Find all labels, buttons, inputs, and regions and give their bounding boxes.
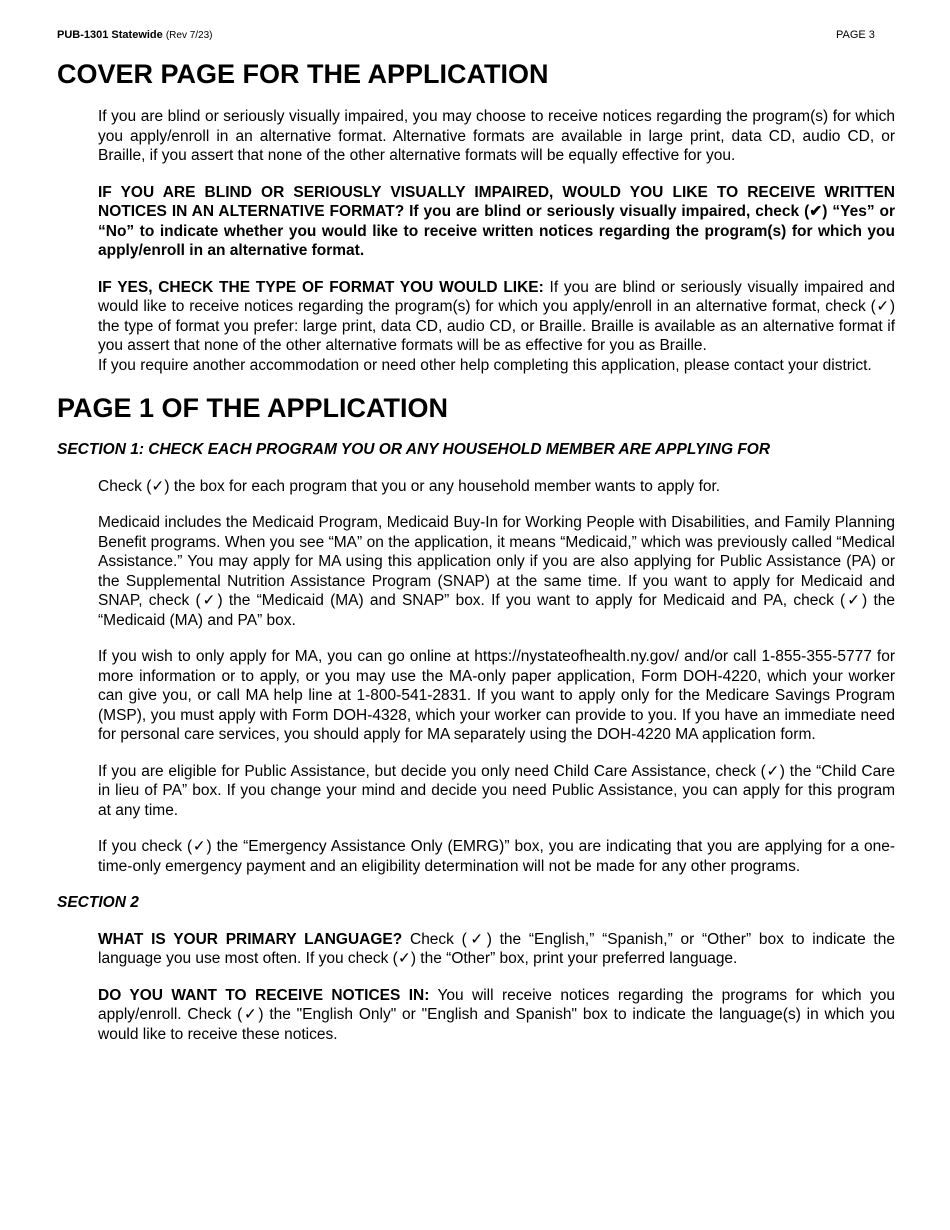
section2-heading: SECTION 2 — [57, 894, 139, 911]
document-body — [57, 58, 895, 1061]
section1-paragraph-medicaid: Medicaid includes the Medicaid Program, Medicaid Buy-In for Working People with Disabilities, and Family Planning Benefit programs. When you see “MA” on the application, it means “Medicaid,” which was previously called “Medical Assistance.” You may apply for MA using this application only if you are also applying for Public Assistance (PA) or the Supplemental Nutrition Assistance Program (SNAP) at the same time. If you want to apply for Medicaid and SNAP, check (✓) the “Medicaid (MA) and SNAP” box. If you want to apply for Medicaid and PA, check (✓) the “Medicaid (MA) and PA” box. — [98, 514, 895, 629]
page1-title: PAGE 1 OF THE APPLICATION — [57, 393, 449, 423]
form-id: PUB-1301 Statewide — [57, 29, 163, 41]
section1-paragraph-ma-only: If you wish to only apply for MA, you can go online at https://nystateofhealth.ny.gov/ and/or call 1-855-355-5777 for more information or to apply, or you may use the MA-only paper application, Form DOH-4220, which your worker can give you, or call MA help line at 1-800-541-2831. If you want to apply only for the Medicare Savings Program (MSP), you must apply with Form DOH-4328, which your worker can provide to you. If you have an immediate need for personal care services, you should apply for MA separately using the DOH-4220 MA application form. — [98, 648, 895, 743]
section1-paragraph-child-care: If you are eligible for Public Assistance, but decide you only need Child Care Assistance, check (✓) the “Child Care in lieu of PA” box. If you change your mind and decide you need Public Assistance, you can apply for this program at any time. — [98, 762, 895, 819]
section1-heading: SECTION 1: CHECK EACH PROGRAM YOU OR ANY HOUSEHOLD MEMBER ARE APPLYING FOR — [57, 441, 771, 458]
cover-paragraph-format-type — [98, 278, 895, 356]
page-number: PAGE 3 — [836, 29, 875, 41]
notice-language-lead: DO YOU WANT TO RECEIVE NOTICES IN: — [98, 986, 430, 1004]
section2-paragraph-primary-language — [98, 930, 895, 969]
form-header — [57, 28, 213, 43]
cover-paragraph-alternative-format-question: IF YOU ARE BLIND OR SERIOUSLY VISUALLY IMPAIRED, WOULD YOU LIKE TO RECEIVE WRITTEN NOTICES IN AN ALTERNATIVE FORMAT? If you are blind or seriously visually impaired, check (✔) “Yes” or “No” to indicate whether you would like to receive written notices regarding the program(s) for which you apply/enroll in an alternative format. — [98, 183, 895, 259]
notice-language-body: You will receive notices regarding the programs for which you apply/enroll. Check (✓) the "English Only" or "English and Spanish" box to indicate the language(s) in which you would like to receive these notices. — [98, 986, 895, 1043]
cover-paragraph-accommodation: If you require another accommodation or need other help completing this application, please contact your district. — [98, 356, 872, 374]
primary-language-body: Check (✓) the “English,” “Spanish,” or “Other” box to indicate the language you use most often. If you check (✓) the “Other” box, print your preferred language. — [98, 930, 895, 967]
cover-paragraph-alternative-formats: If you are blind or seriously visually impaired, you may choose to receive notices regarding the program(s) for which you apply/enroll in an alternative format. Alternative formats are available in large print, data CD, audio CD, or Braille, if you assert that none of the other alternative formats will be equally effective for you. — [98, 108, 895, 164]
form-revision: (Rev 7/23) — [165, 30, 213, 41]
primary-language-lead: WHAT IS YOUR PRIMARY LANGUAGE? — [98, 930, 403, 948]
section1-paragraph-check-box: Check (✓) the box for each program that you or any household member wants to apply for. — [98, 477, 721, 495]
section2-paragraph-notice-language — [98, 986, 895, 1045]
format-type-lead: IF YES, CHECK THE TYPE OF FORMAT YOU WOULD LIKE: — [98, 278, 544, 296]
cover-page-title: COVER PAGE FOR THE APPLICATION — [57, 59, 549, 89]
section1-paragraph-emergency: If you check (✓) the “Emergency Assistance Only (EMRG)” box, you are indicating that you are applying for a one-time-only emergency payment and an eligibility determination will not be made for any other programs. — [98, 838, 895, 875]
format-type-body: If you are blind or seriously visually impaired and would like to receive notices regarding the program(s) for which you apply/enroll in an alternative format, check (✓) the type of format you prefer: large print, data CD, audio CD, or Braille. Braille is available as an alternative format if you assert that none of the other alternative formats will be as effective for you as Braille. — [98, 278, 896, 354]
